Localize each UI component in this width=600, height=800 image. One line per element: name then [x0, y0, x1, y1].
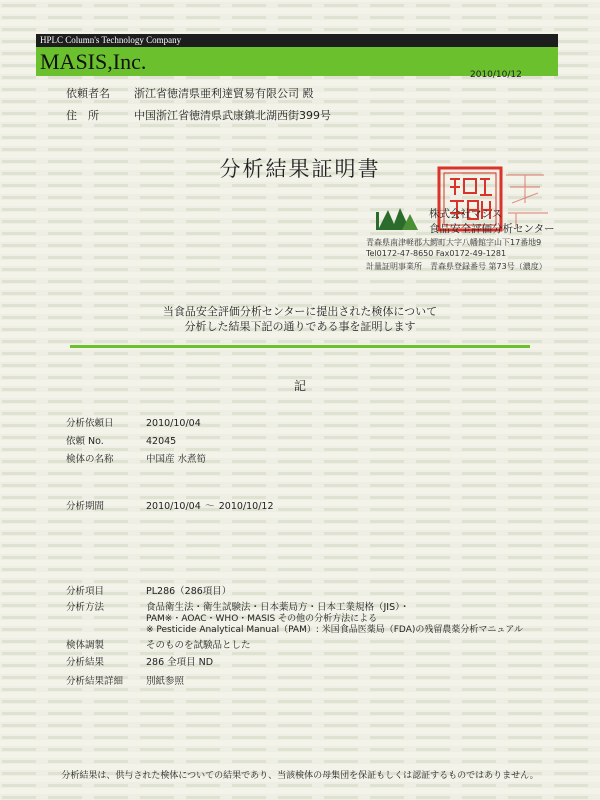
analysis-items-row — [66, 583, 231, 597]
issuer-registration: 計量証明事業所 青森県登録番号 第73号（濃度） — [366, 262, 547, 271]
issuer-name-line1: 株式会社マシス — [429, 208, 503, 220]
analysis-period-separator: ～ — [205, 501, 215, 512]
masis-logo-icon — [376, 204, 424, 232]
recipient-name-value: 浙江省徳清県亜利達貿易有限公司 殿 — [134, 87, 314, 100]
recipient-address-value: 中国浙江省徳清県武康鎮北湖西街399号 — [134, 109, 331, 122]
recipient-address-label: 住 所 — [66, 109, 99, 122]
company-name: MASIS,Inc. — [36, 47, 558, 76]
request-no-row — [66, 433, 176, 447]
disclaimer-footer: 分析結果は、供与された検体についての結果であり、当該検体の母集団を保証もしくは認証するものではありません。 — [61, 771, 539, 781]
issuer-name-line2: 食品安全評価分析センター — [429, 223, 555, 235]
analysis-period-start: 2010/10/04 — [146, 501, 201, 512]
sample-name-row — [66, 451, 206, 465]
request-date-value: 2010/10/04 — [146, 418, 201, 429]
analysis-result-label: 分析結果 — [66, 657, 105, 668]
sample-prep-row — [66, 637, 251, 651]
analysis-result-row — [66, 654, 213, 668]
request-date-label: 分析依頼日 — [66, 418, 114, 429]
sample-prep-label: 検体調製 — [66, 640, 105, 651]
analysis-method-line1: 食品衛生法・衛生試験法・日本薬局方・日本工業規格（JIS）・ — [146, 602, 410, 613]
analysis-items-label: 分析項目 — [66, 586, 105, 597]
result-detail-label: 分析結果詳細 — [66, 676, 124, 687]
analysis-method-line2: PAM※・AOAC・WHO・MASIS その他の分析方法による — [146, 614, 378, 624]
request-date-row — [66, 415, 201, 429]
analysis-method-note: ※ Pesticide Analytical Manual（PAM）: 米国食品医薬局（FDA)の残留農薬分析マニュアル — [146, 625, 524, 635]
certification-line1: 当食品安全評価分析センターに提出された検体について — [162, 305, 438, 318]
analysis-result-value: 286 全項目 ND — [146, 657, 214, 668]
issuer-phone-fax: Tel0172-47-8650 Fax0172-49-1281 — [366, 249, 507, 258]
sample-name-value: 中国産 水煮筍 — [146, 454, 207, 465]
analysis-method-label: 分析方法 — [66, 602, 105, 613]
sample-prep-value: そのものを試験品とした — [146, 640, 251, 651]
analysis-period-row — [66, 498, 274, 512]
certification-line2: 分析した結果下記の通りである事を証明します — [184, 320, 416, 333]
ki-heading: 記 — [293, 379, 306, 393]
result-detail-value: 別紙参照 — [146, 676, 185, 687]
analysis-items-value: PL286（286項目） — [146, 586, 232, 597]
recipient-address-row — [66, 107, 331, 123]
issuer-address: 青森県南津軽郡大鰐町大字八幡館字山下17番地9 — [366, 238, 542, 247]
document-title: 分析結果証明書 — [219, 157, 381, 181]
sample-name-label: 検体の名称 — [66, 454, 114, 465]
analysis-period-label: 分析期間 — [66, 501, 105, 512]
request-no-label: 依頼 No. — [66, 436, 104, 447]
section-divider — [70, 345, 530, 348]
recipient-name-label: 依頼者名 — [66, 87, 110, 100]
header-subtitle: HPLC Column's Technology Company — [36, 34, 558, 47]
issue-date: 2010/10/12 — [470, 70, 522, 80]
recipient-name-row — [66, 85, 314, 101]
analysis-period-end: 2010/10/12 — [218, 501, 274, 512]
result-detail-row — [66, 673, 184, 687]
request-no-value: 42045 — [146, 436, 177, 447]
